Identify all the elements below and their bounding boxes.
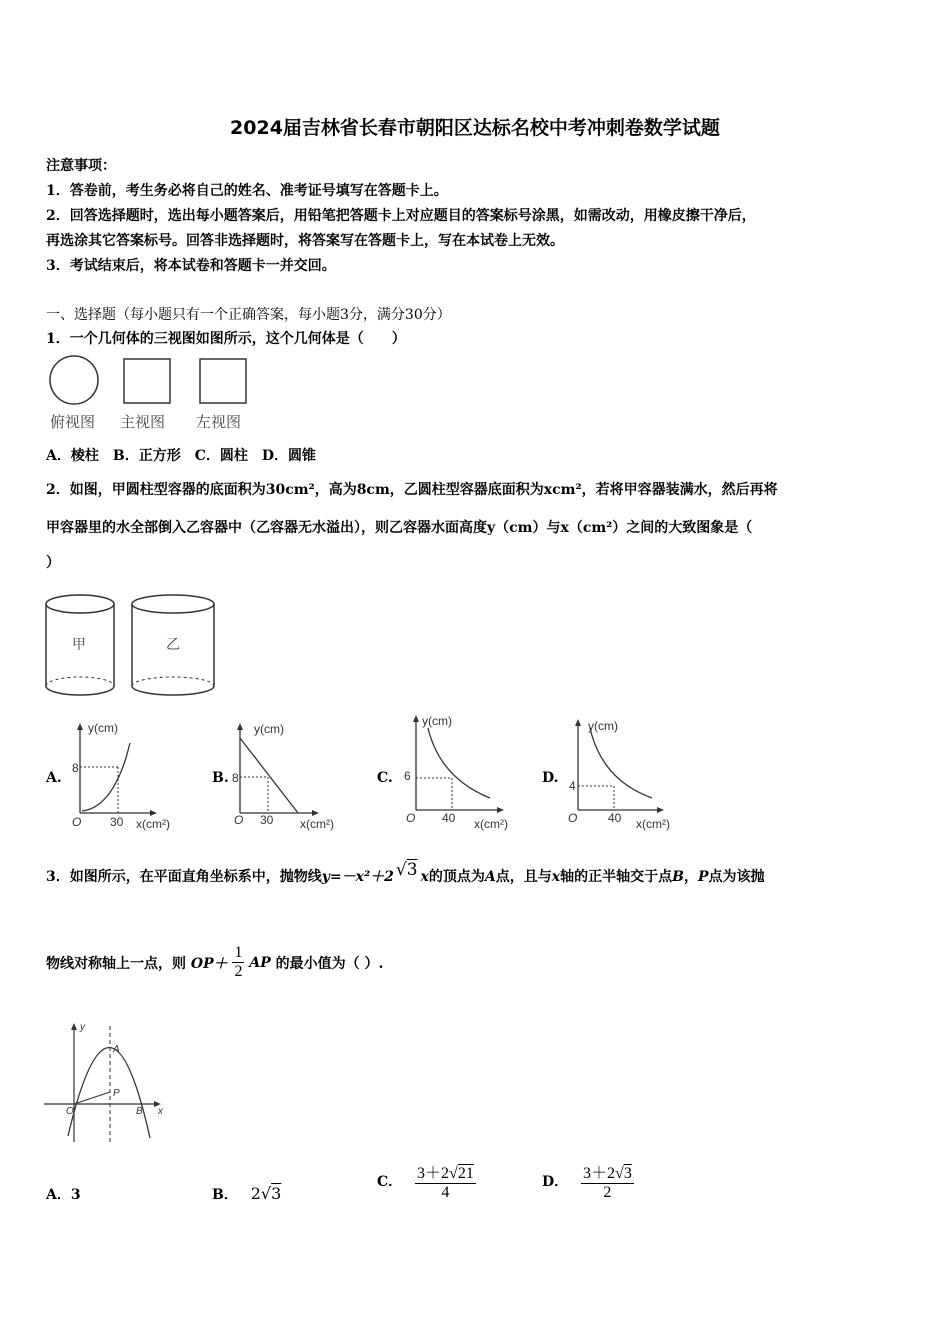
curve	[590, 728, 652, 798]
x-mark: 30	[260, 813, 274, 827]
q3-option-d	[542, 1160, 634, 1202]
parabola-figure	[40, 1018, 175, 1146]
q3-fraction	[232, 944, 244, 981]
notice-item: 2．回答选择题时，选出每小题答案后，用铅笔把答题卡上对应题目的答案标号涂黑，如需改动，用橡皮擦干净后，	[46, 208, 756, 224]
view-label: 俯视图	[50, 414, 96, 431]
q3-text: 的最小值为（ ）.	[275, 955, 384, 972]
q3-formula: y=－x²＋2	[321, 869, 394, 885]
option-value: 3	[70, 1187, 81, 1203]
denominator: 2	[603, 1184, 612, 1201]
q3-option-c	[377, 1160, 476, 1202]
q3-text: 物线对称轴上一点，则	[46, 955, 186, 972]
fig-label-x: x	[158, 1106, 163, 1117]
y-mark: 8	[232, 771, 239, 785]
y-mark: 6	[404, 769, 411, 783]
option-label: A．	[46, 1187, 71, 1203]
option-label: C.	[377, 770, 393, 786]
question-1-stem: 1．一个几何体的三视图如图所示，这个几何体是（ ）	[46, 331, 406, 347]
page-title: 2024届吉林省长春市朝阳区达标名校中考冲刺卷数学试题	[230, 117, 720, 139]
notice-item: 3．考试结束后，将本试卷和答题卡一并交回。	[46, 258, 336, 274]
option-label: D.	[542, 770, 559, 786]
side-view-square	[200, 359, 246, 403]
q3-ap: AP	[249, 954, 271, 971]
top-view-circle	[50, 356, 98, 404]
x-mark: 40	[608, 811, 622, 825]
y-mark: 8	[72, 761, 79, 775]
fig-label-b: B	[136, 1106, 143, 1117]
option-radicand: 21	[457, 1165, 474, 1182]
x-mark: 40	[442, 811, 456, 825]
question-2-line: ）	[46, 555, 60, 571]
option-label: A.	[46, 770, 62, 786]
numerator-part: 3＋2	[583, 1165, 616, 1182]
q3-text: ，	[683, 869, 698, 885]
fig-label-o: O	[66, 1106, 74, 1117]
q3-text: 点为该抛	[708, 869, 765, 885]
x-axis-label: x(cm²)	[474, 817, 508, 831]
option-fraction: $\frac{3+2√3}{2}$	[581, 1160, 634, 1202]
question-2-line: 甲容器里的水全部倒入乙容器中（乙容器无水溢出），则乙容器水面高度y（cm）与x（cm²）之间的大致图象是（	[46, 520, 753, 536]
question-3-line-1: 3．如图所示，在平面直角坐标系中，抛物线y=－x²＋2 √3 x的顶点为A点，且与x轴的正半轴交于点B，P点为该抛	[46, 860, 765, 885]
question-2-line: 2．如图，甲圆柱型容器的底面积为30cm²，高为8cm，乙圆柱型容器底面积为xcm²，若将甲容器装满水，然后再将	[46, 482, 778, 498]
option-radicand: 3	[271, 1184, 282, 1203]
container-jia	[46, 595, 114, 695]
fig-label-p: P	[113, 1088, 120, 1099]
view-label: 左视图	[196, 414, 242, 431]
origin-label: O	[568, 811, 578, 825]
question-1-options: A．棱柱 B．正方形 C．圆柱 D．圆锥	[46, 448, 316, 464]
notice-heading: 注意事项：	[46, 158, 116, 174]
containers-figure	[42, 590, 222, 702]
curve	[240, 738, 298, 813]
origin-label: O	[234, 813, 244, 827]
option-label: C．	[377, 1174, 403, 1190]
view-label: 主视图	[120, 414, 166, 431]
front-view-square	[124, 359, 170, 403]
fig-label-a: A	[113, 1044, 120, 1055]
x-axis-label: x(cm²)	[636, 817, 670, 831]
denominator: 4	[441, 1184, 450, 1201]
y-axis-label: y(cm)	[588, 719, 618, 733]
origin-label: O	[406, 811, 416, 825]
graph-option-a	[70, 718, 185, 836]
numerator: 1	[234, 944, 243, 961]
q3-point-p: P	[697, 869, 709, 885]
q3-text: 3．如图所示，在平面直角坐标系中，抛物线	[46, 869, 322, 885]
container-yi	[132, 595, 214, 695]
container-label: 甲	[72, 636, 86, 652]
q3-formula-var: x	[420, 869, 429, 885]
fig-label-y: y	[80, 1022, 85, 1033]
container-label: 乙	[166, 636, 180, 652]
x-axis-label: x(cm²)	[300, 817, 334, 831]
notice-item: 1．答卷前，考生务必将自己的姓名、准考证号填写在答题卡上。	[46, 183, 448, 199]
option-fraction: $\frac{3+2√21}{4}$	[415, 1160, 476, 1202]
q3-sqrt-arg: 3	[406, 860, 418, 880]
y-axis-label: y(cm)	[422, 714, 452, 728]
x-axis-label: x(cm²)	[136, 817, 170, 831]
option-label: B.	[212, 770, 229, 786]
y-axis-label: y(cm)	[88, 721, 118, 735]
q3-text: 的顶点为	[428, 869, 485, 885]
three-views-figure	[44, 355, 254, 435]
graph-option-b	[232, 718, 347, 836]
curve	[428, 728, 490, 798]
q3-text: 轴的正半轴交于点	[560, 869, 673, 885]
q3-text: 点，且与	[495, 869, 552, 885]
option-label: D．	[542, 1174, 569, 1190]
q3-option-b: B． 2√3	[212, 1184, 282, 1203]
question-3-line-2	[46, 944, 383, 981]
denominator: 2	[234, 963, 243, 980]
q3-op: OP＋	[190, 955, 228, 972]
option-radicand: 3	[623, 1165, 632, 1182]
origin-label: O	[72, 815, 82, 829]
curve	[82, 743, 130, 811]
graph-option-c	[400, 712, 525, 834]
y-axis-label: y(cm)	[254, 722, 284, 736]
option-label: B．	[212, 1187, 238, 1203]
x-mark: 30	[110, 815, 124, 829]
numerator-part: 3＋2	[417, 1165, 450, 1182]
option-coef: 2	[250, 1184, 261, 1203]
q3-point-b: B	[672, 869, 684, 885]
q3-point-a: A	[484, 869, 496, 885]
graph-option-d	[566, 716, 681, 836]
q3-option-a	[46, 1184, 81, 1204]
notice-item: 再选涂其它答案标号。回答非选择题时，将答案写在答题卡上，写在本试卷上无效。	[46, 233, 564, 249]
section-heading: 一、选择题（每小题只有一个正确答案，每小题3分，满分30分）	[46, 307, 451, 323]
q3-axis-x: x	[551, 869, 561, 885]
y-mark: 4	[569, 779, 576, 793]
